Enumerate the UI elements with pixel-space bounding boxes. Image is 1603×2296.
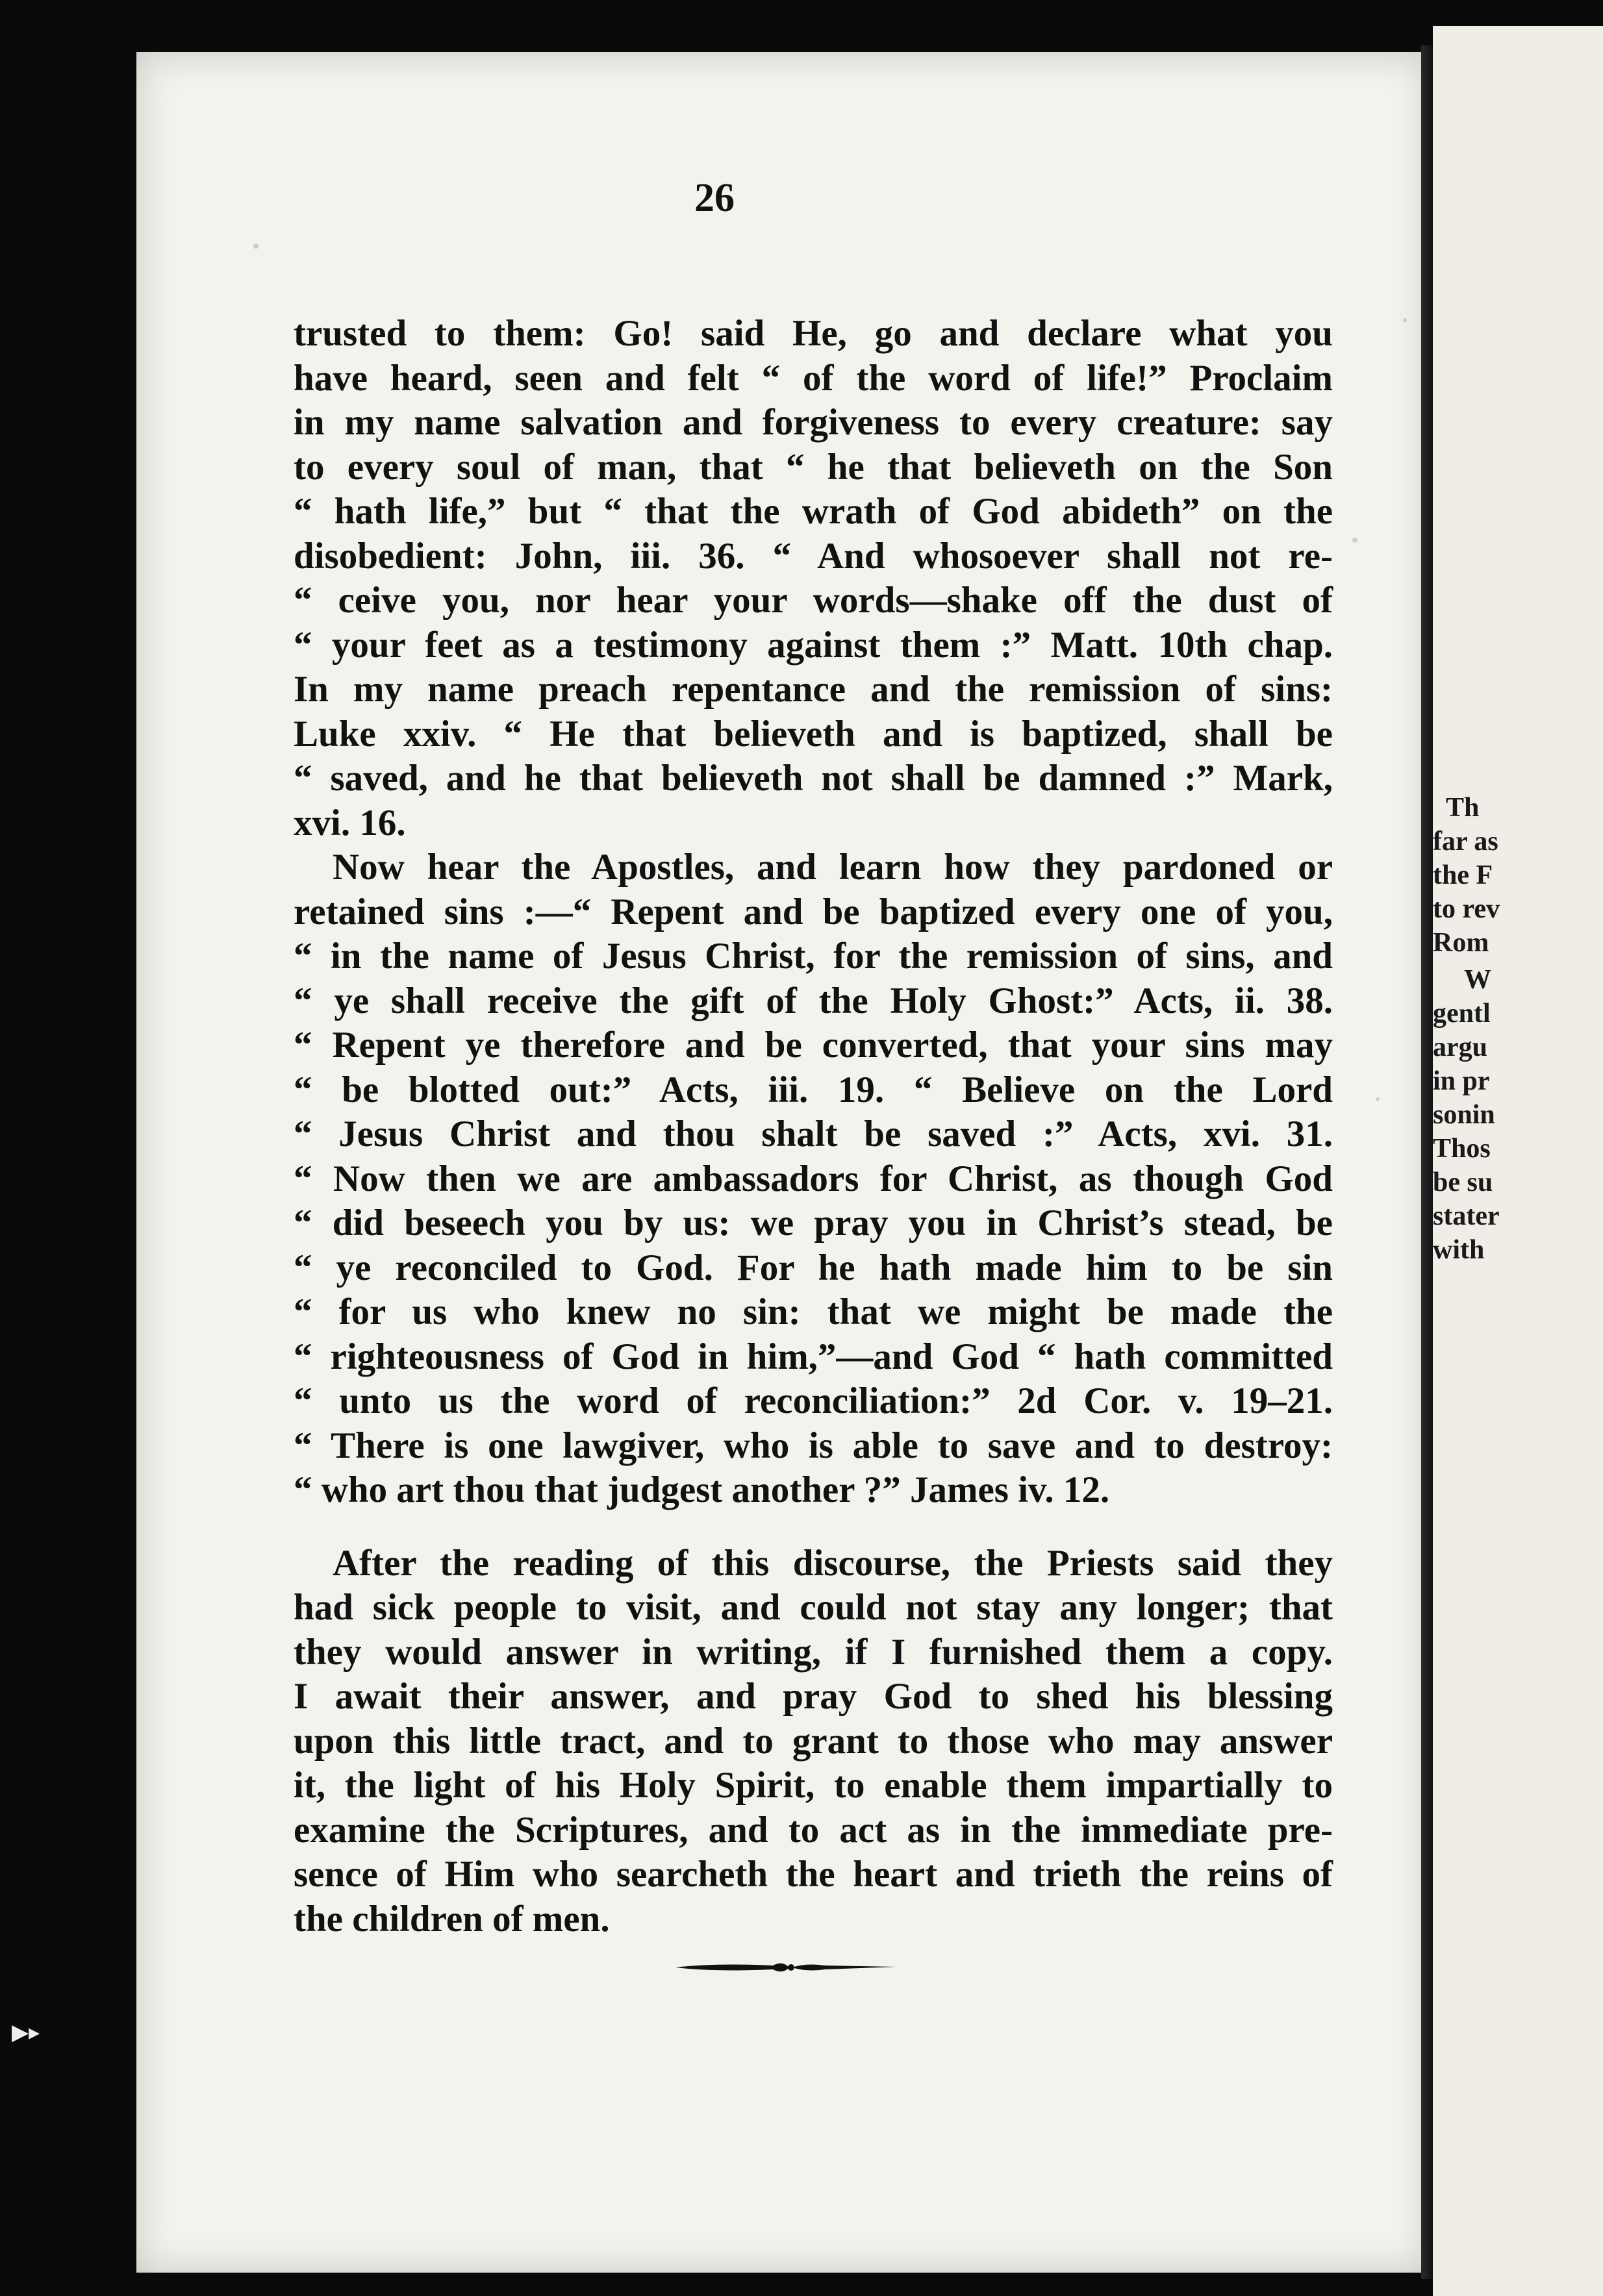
text-line: retained sins :—“ Repent and be baptized every one of you,	[294, 891, 1333, 932]
text-line: “ did beseech you by us: we pray you in Christ’s stead, be	[294, 1203, 1333, 1243]
text-line: “ for us who knew no sin: that we might be made the	[294, 1292, 1333, 1332]
text-line: “ your feet as a testimony against them :” Matt. 10th chap.	[294, 624, 1333, 666]
text-line: “ saved, and he that believeth not shall be damned :” Mark,	[294, 758, 1333, 799]
text-line: “ who art thou that judgest another ?” James iv. 12.	[294, 1469, 1110, 1510]
text-line: I await their answer, and pray God to shed his blessing	[294, 1676, 1333, 1717]
text-line: “ ye reconciled to God. For he hath made him to be sin	[294, 1247, 1333, 1288]
text-line: “ ceive you, nor hear your words—shake off the dust of	[294, 580, 1333, 621]
text-line: trusted to them: Go! said He, go and declare what you	[294, 313, 1333, 354]
facing-text-line: gentl	[1433, 999, 1491, 1029]
text-line: xvi. 16.	[294, 802, 406, 843]
text-line: “ Now then we are ambassadors for Christ, as though God	[294, 1158, 1333, 1199]
facing-text-line: Rom	[1433, 928, 1489, 958]
text-line: disobedient: John, iii. 36. “ And whosoever shall not re-	[294, 535, 1333, 577]
speck	[253, 243, 259, 249]
text-line: Luke xxiv. “ He that believeth and is baptized, shall be	[294, 713, 1333, 755]
text-line: “ righteousness of God in him,”—and God “ hath committed	[294, 1336, 1333, 1377]
text-line: “ There is one lawgiver, who is able to save and to destroy:	[294, 1425, 1333, 1466]
paragraph-3	[294, 1541, 1333, 1942]
facing-page	[1433, 26, 1603, 2296]
facing-text-line: in pr	[1433, 1066, 1490, 1096]
speck	[1376, 1097, 1380, 1101]
facing-text-line: the F	[1433, 860, 1493, 890]
text-line: In my name preach repentance and the remission of sins:	[294, 669, 1333, 710]
facing-text-line: stater	[1433, 1201, 1500, 1231]
facing-text-line: with	[1433, 1235, 1485, 1265]
speck	[1352, 538, 1357, 543]
text-line: have heard, seen and felt “ of the word of life!” Proclaim	[294, 357, 1333, 399]
text-line: Now hear the Apostles, and learn how they pardoned or	[333, 847, 1333, 888]
speck	[1403, 318, 1407, 322]
text-line: “ Jesus Christ and thou shalt be saved :” Acts, xvi. 31.	[294, 1114, 1333, 1154]
text-line: After the reading of this discourse, the Priests said they	[333, 1542, 1333, 1584]
page-number: 26	[694, 176, 735, 220]
ornament-rule	[675, 1958, 896, 1977]
paragraph-2	[294, 845, 1333, 1513]
text-line: they would answer in writing, if I furnished them a copy.	[294, 1631, 1333, 1673]
text-line: “ be blotted out:” Acts, iii. 19. “ Believe on the Lord	[294, 1069, 1333, 1110]
scan-artifact: ▶▸	[12, 2019, 40, 2045]
text-line: in my name salvation and forgiveness to every creature: say	[294, 402, 1333, 443]
text-line: had sick people to visit, and could not stay any longer; that	[294, 1587, 1333, 1628]
text-line: to every soul of man, that “ he that believeth on the Son	[294, 446, 1333, 488]
facing-text-line: argu	[1433, 1032, 1487, 1062]
text-line: “ unto us the word of reconciliation:” 2d Cor. v. 19–21.	[294, 1380, 1333, 1421]
text-line: “ ye shall receive the gift of the Holy Ghost:” Acts, ii. 38.	[294, 980, 1333, 1021]
text-line: it, the light of his Holy Spirit, to enable them impartially to	[294, 1765, 1333, 1806]
facing-text-line: far as	[1433, 827, 1498, 856]
body-text	[294, 312, 1333, 1941]
paragraph-1	[294, 312, 1333, 845]
text-line: “ hath life,” but “ that the wrath of God abideth” on the	[294, 491, 1333, 532]
text-line: “ Repent ye therefore and be converted, that your sins may	[294, 1025, 1333, 1066]
text-line: “ in the name of Jesus Christ, for the remission of sins, and	[294, 936, 1333, 977]
text-line: upon this little tract, and to grant to those who may answer	[294, 1720, 1333, 1762]
facing-text-line: to rev	[1433, 894, 1500, 924]
facing-text-line: Th	[1446, 793, 1480, 823]
text-line: examine the Scriptures, and to act as in the immediate pre-	[294, 1809, 1333, 1851]
text-line: the children of men.	[294, 1898, 610, 1940]
page-gutter	[1421, 45, 1433, 2279]
facing-text-line: sonin	[1433, 1100, 1495, 1130]
facing-text-line: be su	[1433, 1167, 1493, 1197]
facing-text-line: Thos	[1433, 1134, 1491, 1164]
facing-text-line: W	[1464, 965, 1491, 995]
text-line: sence of Him who searcheth the heart and trieth the reins of	[294, 1854, 1333, 1895]
